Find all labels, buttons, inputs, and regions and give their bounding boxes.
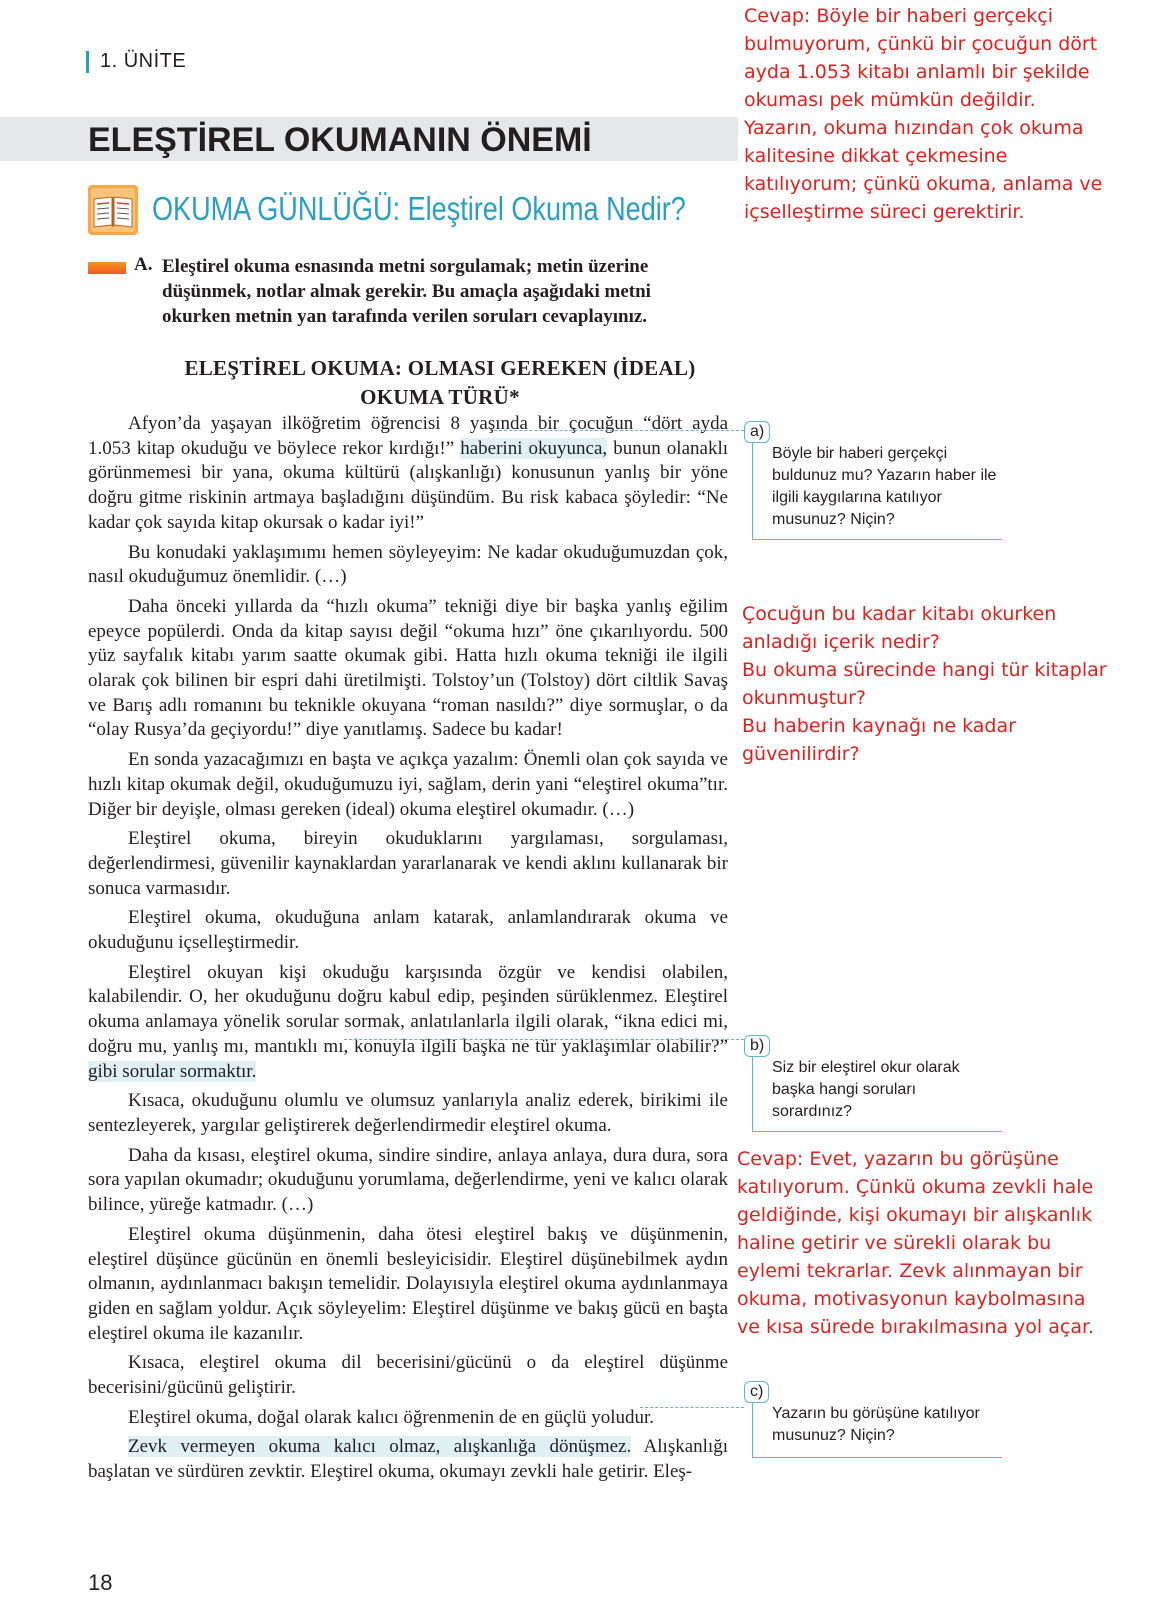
connector-c [640,1407,744,1408]
paragraph-12: Eleştirel okuma, doğal olarak kalıcı öğrenmenin de en güçlü yoludur. [128,1406,655,1428]
answer-c: Cevap: Evet, yazarın bu görüşüne katılıyorum. Çünkü okuma zevkli hale geldiğinde, kişi okumayı bir alışkanlık haline getirir ve sürekli olarak bu eylemi tekrarlar. Zevk alınmayan bir okuma, motivasyonun kaybolmasına ve kısa sürede bırakılmasına yol açar. [737,1148,1095,1338]
paragraph-3: Daha önceki yıllarda da “hızlı okuma” tekniği diye bir başka yanlış eğilim epeyce popülerdi. Onda da kitap sayısı değil “okuma hızı” öne çıkarılıyordu. 500 yüz sayfalık kitabı yarım saatte okumak gibi. Hatta hızlı okuma tekniği ile ilgili olarak çok bilinen bir espri dahi üretilmişti. Tolstoy’un (Tolstoy) dört ciltlik Savaş ve Barış adlı romanını bu teknikle okuyana “roman nasıldı?” diye sormuşlar, o da “olay Rusya’da geçiyordu!” diye yanıtlamış. Sadece bu kadar! [88,595,728,741]
article-title-line-1: ELEŞTİREL OKUMA: OLMASI GEREKEN (İDEAL) [184,356,696,380]
highlight-b: gibi sorular sormaktır. [88,1060,257,1082]
answer-b [742,600,1112,768]
answer-b-line-3: Bu haberin kaynağı ne kadar güvenilirdir? [742,715,1016,765]
question-b [744,1035,999,1135]
highlight-a: haberini okuyunca, [460,437,608,459]
paragraph-6: Eleştirel okuma, okuduğuna anlam katarak, anlamlandırarak okuma ve okuduğunu içselleştirmedir. [88,907,728,954]
paragraph-4: En sonda yazacağımızı en başta ve açıkça yazalım: Önemli olan çok sayıda ve hızlı kitap okumak değil, okuduğumuzu iyi, sağlam, derin yani “eleştirel okuma”tır. Diğer bir deyişle, olması gereken (ideal) okuma eleştirel okumadır. (…) [88,749,728,820]
question-c [744,1381,999,1461]
answer-a: Cevap: Böyle bir haberi gerçekçi bulmuyorum, çünkü bir çocuğun dört ayda 1.053 kitabı anlamlı bir şekilde okuması pek mümkün değildir. Yazarın, okuma hızından çok okuma kalitesine dikkat çekmesine katılıyorum; çünkü okuma, anlama ve içselleştirme süreci gerektirir. [744,5,1103,223]
question-c-text: Yazarın bu görüşüne katılıyor musunuz? Niçin? [772,1405,980,1444]
article-body [88,412,728,1490]
activity-letter: A. [134,254,153,275]
section-title: OKUMA GÜNLÜĞÜ: Eleştirel Okuma Nedir? [152,190,686,227]
paragraph-9: Daha da kısası, eleştirel okuma, sindire sindire, anlaya anlaya, dura dura, sora sora yapılan okumadır; okuduğunu yorumlama, değerlendirme, yeni ve kalıcı olarak bilince, yüreğe katmadır. (…) [88,1144,728,1216]
page-title: ELEŞTİREL OKUMANIN ÖNEMİ [88,121,592,159]
connector-a [494,430,744,431]
article-title-line-2: OKUMA TÜRÜ* [360,385,520,409]
paragraph-7: Eleştirel okuyan kişi okuduğu karşısında özgür ve kendisi olabilen, kalabilendir. O, her okuduğunu doğru kabul edip, peşinden sürüklenmez. Eleştirel okuma anlamaya yönelik sorular sormak, anlatılanlarla ilgili olarak, “ikna edici mi, doğru mu, yanlış mı, mantıklı mı, konuyla ilgili başka ne tür yaklaşımlar olabilir?” gibi sorular sormaktır. [88,961,728,1082]
paragraph-11: Kısaca, eleştirel okuma dil becerisini/gücünü o da eleştirel düşünme becerisini/gücünü geliştirir. [88,1352,728,1399]
paragraph-13: Zevk vermeyen okuma kalıcı olmaz, alışkanlığa dönüşmez. Alışkanlığı başlatan ve sürdüren zevktir. Eleştirel okuma, okumayı zevkli hale getirir. Eleş- [88,1436,728,1483]
question-c-tag: c) [744,1381,769,1403]
paragraph-10: Eleştirel okuma düşünmenin, daha ötesi eleştirel bakış ve düşünmenin, eleştirel düşünce gücünün en önemli besleyicisidir. Eleştirel düşünebilmek aydın olmanın, aydınlanmacı bakışın temelidir. Dolayısıyla eleştirel okuma aydınlanmaya giden en sağlam yoldur. Açık söyleyelim: Eleştirel düşünme ve bakış gücü en başta eleştirel okuma ile kazanılır. [88,1223,728,1344]
unit-label: 1. ÜNİTE [100,50,187,72]
connector-b [344,1039,744,1040]
paragraph-2: Bu konudaki yaklaşımımı hemen söyleyeyim: Ne kadar okuduğumuzdan çok, nasıl okuduğumuz önemlidir. (…) [88,541,728,588]
highlight-c: Zevk vermeyen okuma kalıcı olmaz, alışkanlığa dönüşmez. [128,1436,632,1458]
answer-b-line-1: Çocuğun bu kadar kitabı okurken anladığı içerik nedir? [742,603,1057,653]
activity-marker [88,262,126,274]
paragraph-5: Eleştirel okuma, bireyin okuduklarını yargılaması, sorgulaması, değerlendirmesi, güvenilir kaynaklardan yararlanarak ve kendi aklını kullanarak bir sonuca varmasıdır. [88,828,728,899]
activity-instruction: Eleştirel okuma esnasında metni sorgulamak; metin üzerine düşünmek, notlar almak gerekir. Bu amaçla aşağıdaki metni okurken metnin yan tarafında verilen soruları cevaplayınız. [162,256,651,327]
open-book-icon [88,185,138,235]
paragraph-8: Kısaca, okuduğunu olumlu ve olumsuz yanlarıyla analiz ederek, birikimi ile sentezleyerek, yargılar geliştirerek değerlendirmedir eleştirel okuma. [88,1090,728,1136]
article-title [120,354,760,412]
page-number: 18 [88,1570,113,1595]
question-b-text: Siz bir eleştirel okur olarak başka hangi soruları sorardınız? [772,1059,960,1120]
question-a-text: Böyle bir haberi gerçekçi buldunuz mu? Yazarın haber ile ilgili kaygılarına katılıyor musunuz? Niçin? [772,445,997,528]
unit-marker [86,51,89,73]
question-b-tag: b) [744,1035,770,1057]
paragraph-1: Afyon’da yaşayan ilköğretim öğrencisi 8 yaşında bir çocuğun “dört ayda 1.053 kitap okuduğu ve böylece rekor kırdığı!” haberini okuyunca, bunun olanaklı görünmemesi bir yana, okuma kültürü (alışkanlığı) konusunun yanlış bir yöne doğru gitme riskinin artmaya başladığını düşündüm. Bu risk kabaca şöyledir: “Ne kadar çok sayıda kitap okursak o kadar iyi!” [88,413,729,533]
answer-b-line-2: Bu okuma sürecinde hangi tür kitaplar okunmuştur? [742,659,1107,709]
question-a [744,421,999,543]
question-a-tag: a) [744,421,770,443]
